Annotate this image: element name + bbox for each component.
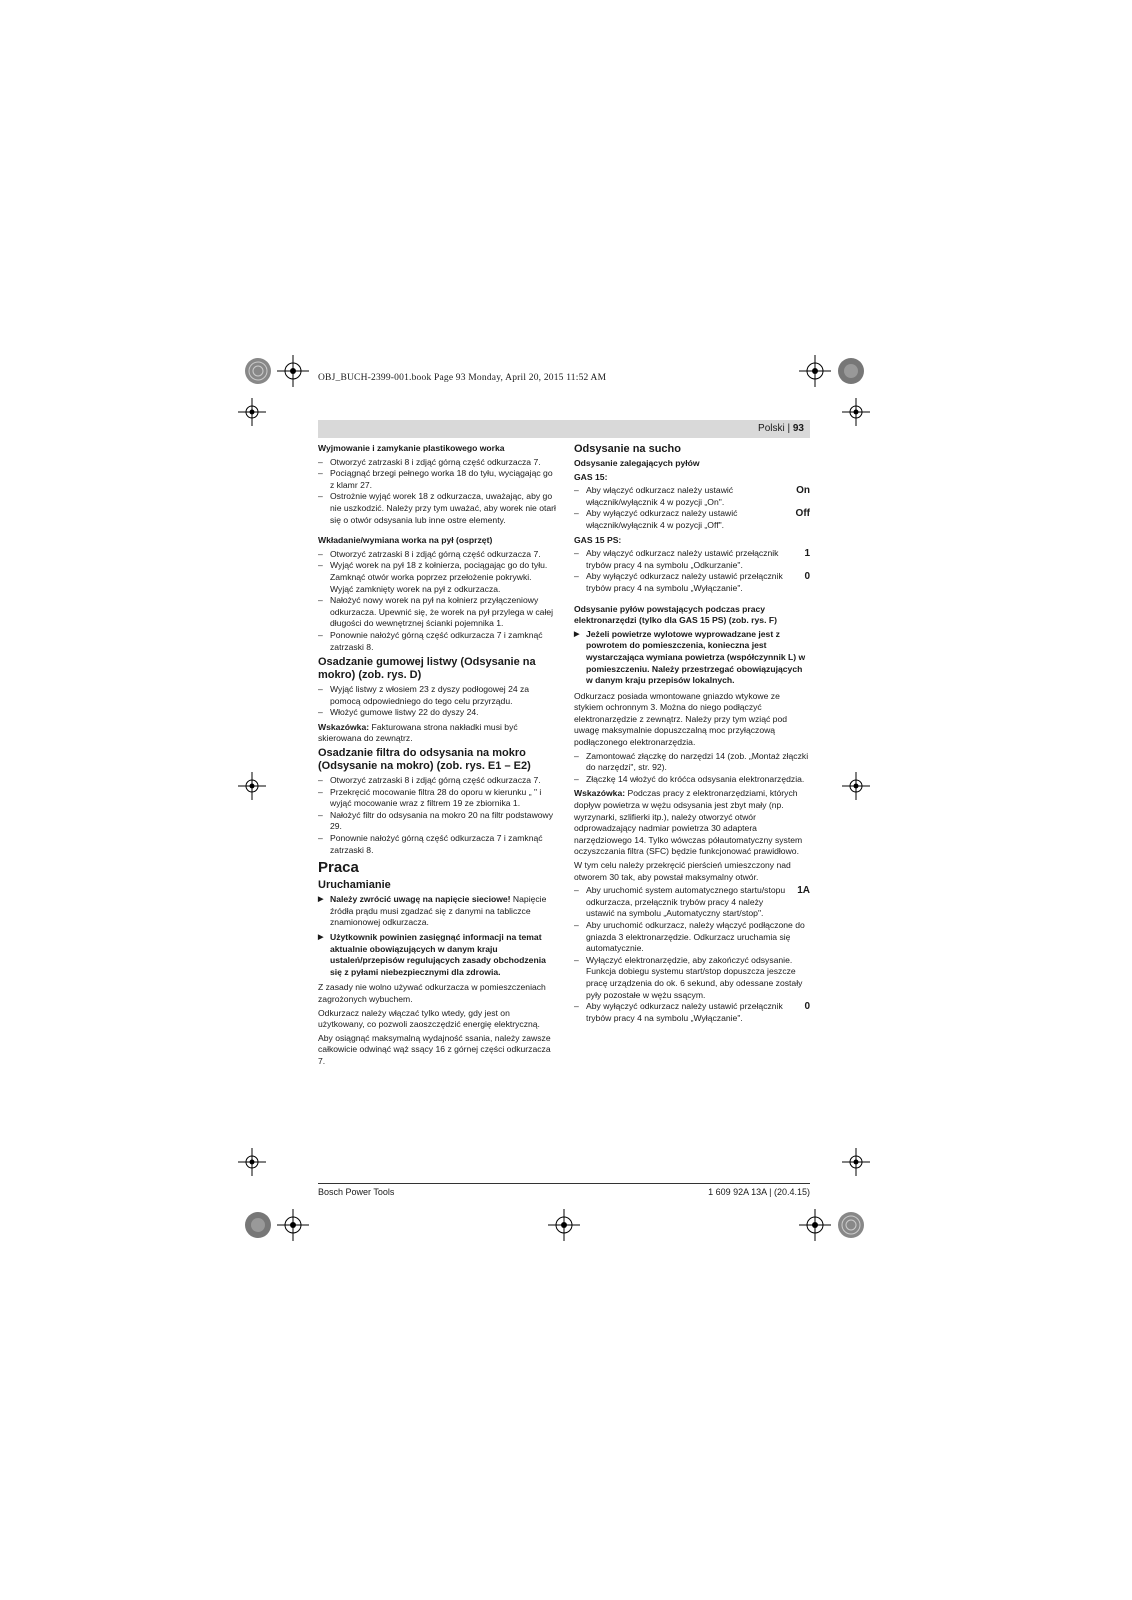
registration-crosshair-icon	[799, 355, 831, 387]
off-mode-symbol-icon: 0	[804, 1001, 810, 1013]
list-item: – Złączkę 14 włożyć do króćca odsysania elektronarzędzia.	[574, 774, 810, 786]
model-label: GAS 15:	[574, 471, 608, 482]
note-text: Fakturowana strona nakładki musi być skierowana do zewnątrz.	[318, 721, 518, 744]
paragraph: Z zasady nie wolno używać odkurzacza w pomieszczeniach zagrożonych wybuchem.	[318, 982, 546, 1004]
left-column	[318, 443, 556, 1070]
registration-disc-icon	[836, 356, 866, 386]
header-language: Polski	[758, 423, 785, 434]
list-item: – Wyjąć listwy z włosiem 23 z dyszy podłogowej 24 za pomocą odpowiedniego do tego celu przyrządu.	[318, 684, 556, 707]
instruction-list	[318, 457, 556, 527]
section-title: Wyjmowanie i zamykanie plastikowego worka	[318, 443, 505, 453]
list-item: – Otworzyć zatrzaski 8 i zdjąć górną część odkurzacza 7.	[318, 457, 556, 469]
warning-item	[318, 894, 556, 929]
list-item: – Ponownie nałożyć górną część odkurzacza 7 i zamknąć zatrzaski 8.	[318, 833, 556, 856]
vacuum-mode-symbol-icon: 1	[804, 548, 810, 560]
model-label: GAS 15 PS:	[574, 534, 622, 545]
footer-brand: Bosch Power Tools	[318, 1187, 395, 1197]
instruction-list	[574, 885, 810, 1024]
registration-crosshair-icon	[799, 1209, 831, 1241]
list-item-text: – Aby wyłączyć odkurzacz należy ustawić przełącznik trybów pracy 4 na symbolu „Wyłączanie".	[586, 1001, 783, 1023]
list-item: – Ponownie nałożyć górną część odkurzacza 7 i zamknąć zatrzaski 8.	[318, 630, 556, 653]
registration-crosshair-icon	[238, 772, 266, 800]
registration-crosshair-icon	[238, 1148, 266, 1176]
registration-crosshair-icon	[277, 1209, 309, 1241]
list-item	[574, 1001, 810, 1024]
list-item	[574, 485, 810, 508]
list-item: – Otworzyć zatrzaski 8 i zdjąć górną część odkurzacza 7.	[318, 775, 556, 787]
list-item: – Włożyć gumowe listwy 22 do dyszy 24.	[318, 707, 556, 719]
paragraph: W tym celu należy przekręcić pierścień umieszczony nad otworem 30 tak, aby powstał maksymalny otwór.	[574, 860, 791, 882]
page-header	[318, 420, 810, 438]
instruction-list	[318, 549, 556, 653]
registration-disc-icon	[836, 1210, 866, 1240]
list-item: – Wyjąć worek na pył 18 z kołnierza, pociągając go do tyłu. Zamknąć otwór worka poprzez przełożenie pokrywki. Wyjąć zamknięty worek na pył z odkurzacza.	[318, 560, 556, 595]
header-text	[758, 423, 804, 434]
list-item: – Ostrożnie wyjąć worek 18 z odkurzacza, uważając, aby go nie uszkodzić. Należy przy tym uważać, aby worek nie otarł się o otwór odsysania lub inne ostre elementy.	[318, 491, 556, 526]
footer-doc-number: 1 609 92A 13A | (20.4.15)	[708, 1187, 810, 1197]
list-item-text: – Aby uruchomić system automatycznego startu/stopu odkurzacza, przełącznik trybów pracy 4 należy ustawić na symbolu „Automatyczny start/stop".	[586, 885, 786, 919]
registration-crosshair-icon	[238, 398, 266, 426]
warning-item: ▶ Użytkownik powinien zasięgnąć informacji na temat aktualnie obowiązujących w danym kraju ustaleń/przepisów regulujących zasady obchodzenia się z pyłami niebezpiecznymi dla zdrowia.	[318, 932, 556, 978]
section-title: Odsysanie pyłów powstających podczas pracy elektronarzędzi (tylko dla GAS 15 PS) (zob. rys. F)	[574, 603, 777, 626]
registration-crosshair-icon	[548, 1209, 580, 1241]
section-heading: Odsysanie na sucho	[574, 443, 681, 455]
list-item-text: – Aby wyłączyć odkurzacz należy ustawić przełącznik trybów pracy 4 na symbolu „Wyłączanie".	[586, 571, 783, 593]
registration-disc-icon	[243, 1210, 273, 1240]
paragraph: Odkurzacz należy włączać tylko wtedy, gdy jest on użytkowany, co pozwoli zaoszczędzić energię elektryczną.	[318, 1007, 540, 1030]
footer-rule	[318, 1183, 810, 1184]
list-item: – Wyłączyć elektronarzędzie, aby zakończyć odsysanie. Funkcja dobiegu systemu start/stop dopuszcza jeszcze pracę urządzenia do ok. 6 sekund, aby odessane zostały pyły pozostałe w wężu ssącym.	[574, 955, 810, 1001]
instruction-list	[318, 684, 556, 719]
warning-list	[574, 629, 810, 687]
registration-crosshair-icon	[842, 772, 870, 800]
section-heading: Osadzanie filtra do odsysania na mokro (Odsysanie na mokro) (zob. rys. E1 – E2)	[318, 747, 531, 773]
instruction-list	[318, 775, 556, 856]
instruction-list	[574, 485, 810, 531]
note-paragraph	[574, 788, 810, 858]
registration-crosshair-icon	[842, 398, 870, 426]
list-item: – Nałożyć filtr do odsysania na mokro 20 na filtr podstawowy 29.	[318, 810, 556, 833]
list-item-text: – Aby włączyć odkurzacz należy ustawić włącznik/wyłącznik 4 w pozycji „On".	[586, 485, 734, 507]
section-heading: Uruchamianie	[318, 879, 391, 892]
instruction-list	[574, 751, 810, 786]
print-slug: OBJ_BUCH-2399-001.book Page 93 Monday, April 20, 2015 11:52 AM	[318, 373, 607, 383]
right-column	[574, 443, 810, 1027]
page-number: 93	[792, 423, 804, 434]
paragraph: Aby osiągnąć maksymalną wydajność ssania, należy zawsze całkowicie odwinąć wąż ssący 16 z górnej części odkurzacza 7.	[318, 1032, 551, 1066]
header-separator: |	[784, 423, 793, 434]
list-item: – Pociągnąć brzegi pełnego worka 18 do tyłu, wyciągając go z klamr 27.	[318, 468, 556, 491]
auto-start-symbol-icon: 1A	[797, 885, 810, 897]
list-item	[574, 571, 810, 594]
warning-text: Napięcie źródła prądu musi zgadzać się z danymi na tabliczce znamionowej odkurzacza.	[330, 894, 547, 928]
section-title: Wkładanie/wymiana worka na pył (osprzęt)	[318, 535, 493, 546]
note-label: Wskazówka:	[318, 721, 370, 732]
note-text: Podczas pracy z elektronarzędziami, których dopływ powietrza w wężu odsysania jest zbyt mały (np. wyrzynarki, szlifierki itp.), należy otworzyć otwór odprowadzający nadmiar powietrza 30 adaptera narzędziowego 14. Tylko wówczas półautomatyczny system oczyszczania filtra (SFC) będzie funkcjonować prawidłowo.	[574, 788, 803, 857]
on-symbol-icon: On	[796, 485, 810, 497]
list-item: – Aby uruchomić odkurzacz, należy włączyć podłączone do gniazda 3 elektronarzędzie. Odkurzacz uruchamia się automatycznie.	[574, 920, 810, 955]
list-item: – Nałożyć nowy worek na pył na kołnierz przyłączeniowy odkurzacza. Upewnić się, że worek na pył przylega w całej długości do wewnętrznej ścianki pojemnika 1.	[318, 595, 556, 630]
warning-bold: Należy zwrócić uwagę na napięcie sieciowe!	[330, 894, 511, 905]
note-paragraph	[318, 722, 556, 745]
registration-disc-icon	[243, 356, 273, 386]
chapter-heading: Praca	[318, 859, 359, 877]
list-item	[574, 508, 810, 531]
list-item	[574, 548, 810, 571]
list-item: – Otworzyć zatrzaski 8 i zdjąć górną część odkurzacza 7.	[318, 549, 556, 561]
instruction-list	[574, 548, 810, 594]
list-item-text: – Aby wyłączyć odkurzacz należy ustawić włącznik/wyłącznik 4 w pozycji „Off".	[586, 508, 738, 530]
list-item	[574, 885, 810, 920]
list-item: – Zamontować złączkę do narzędzi 14 (zob. „Montaż złączki do narzędzi", str. 92).	[574, 751, 810, 774]
paragraph: Odkurzacz posiada wmontowane gniazdo wtykowe ze stykiem ochronnym 3. Można do niego podłączyć elektronarzędzie z zewnątrz. Należy przy tym wziąć pod uwagę maksymalnie dopuszczalną moc przyłączową podłączonego elektronarzędzia.	[574, 690, 788, 748]
off-mode-symbol-icon: 0	[804, 571, 810, 583]
warning-item: ▶ Jeżeli powietrze wylotowe wyprowadzane jest z powrotem do pomieszczenia, konieczna jest wystarczająca wymiana powietrza (współczynnik L) w pomieszczeniu. Należy przestrzegać obowiązujących w danym kraju przepisów lokalnych.	[574, 629, 810, 687]
section-title: Odsysanie zalegających pyłów	[574, 458, 700, 468]
off-symbol-icon: Off	[795, 508, 810, 520]
list-item: – Przekręcić mocowanie filtra 28 do oporu w kierunku „ " i wyjąć mocowanie wraz z filtrem 19 ze zbiornika 1.	[318, 787, 556, 810]
registration-crosshair-icon	[277, 355, 309, 387]
section-heading: Osadzanie gumowej listwy (Odsysanie na mokro) (zob. rys. D)	[318, 656, 536, 682]
registration-crosshair-icon	[842, 1148, 870, 1176]
note-label: Wskazówka:	[574, 788, 626, 799]
list-item-text: – Aby włączyć odkurzacz należy ustawić przełącznik trybów pracy 4 na symbolu „Odkurzanie".	[586, 548, 779, 570]
warning-list	[318, 894, 556, 978]
